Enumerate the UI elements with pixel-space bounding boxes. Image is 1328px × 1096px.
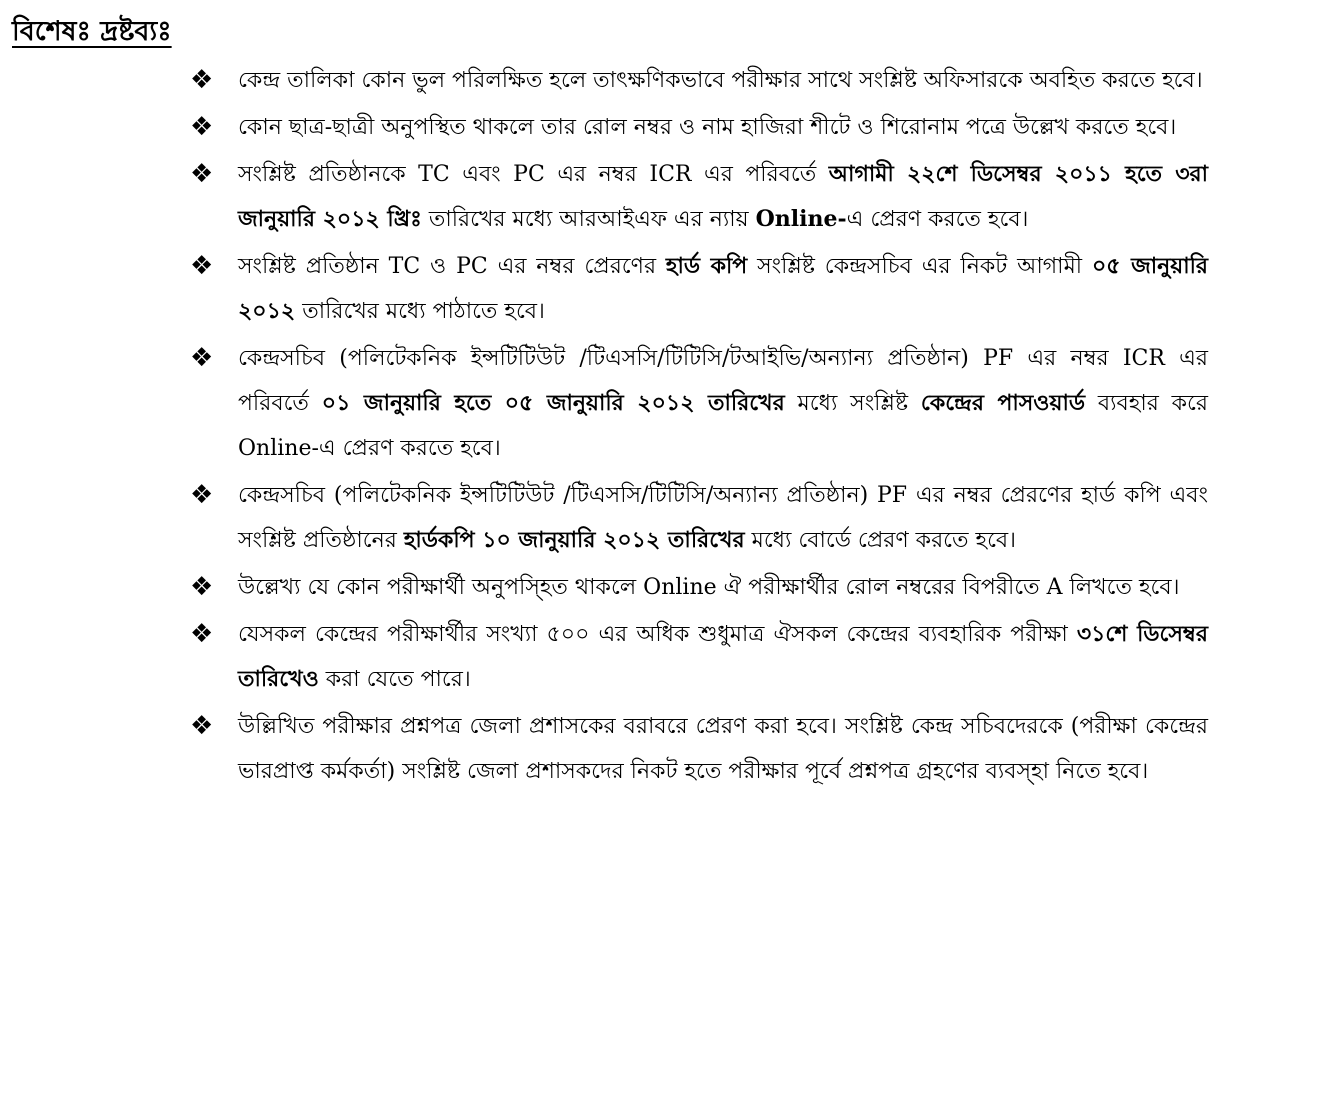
- four-diamond-bullet-icon: ❖: [190, 65, 214, 95]
- four-diamond-bullet-icon: ❖: [190, 159, 214, 189]
- note-item: [188, 105, 1208, 150]
- note-bold-text: ০১ জানুয়ারি হতে ০৫ জানুয়ারি ২০১২ তারিখের: [321, 390, 785, 416]
- note-text: এ প্রেরণ করতে হবে।: [846, 207, 1029, 232]
- note-item: [188, 704, 1208, 794]
- four-diamond-bullet-icon: ❖: [190, 711, 214, 741]
- note-bold-text: ৩১শে ডিসেম্বর তারিখেও: [238, 621, 1208, 692]
- note-text: কেন্দ্রসচিব (পলিটেকনিক ইন্সটিটিউট /টিএসসি/টিটিসি/টআইভি/অন্যান্য প্রতিষ্ঠান) PF এর নম্বর ICR এর পরিবর্তে: [238, 346, 1208, 416]
- note-item: [188, 336, 1208, 471]
- note-text: সংশ্লিষ্ট কেন্দ্রসচিব এর নিকট আগামী: [747, 254, 1092, 279]
- four-diamond-bullet-icon: ❖: [190, 112, 214, 142]
- note-item: [188, 612, 1208, 702]
- note-bold-text: কেন্দ্রের পাসওয়ার্ড: [920, 390, 1086, 416]
- note-text: উল্লেখ্য যে কোন পরীক্ষার্থী অনুপস্হিত থাকলে Online ঐ পরীক্ষার্থীর রোল নম্বরের বিপরীতে A লিখতে হবে।: [238, 575, 1180, 600]
- note-text: যেসকল কেন্দ্রের পরীক্ষার্থীর সংখ্যা ৫০০ এর অধিক শুধুমাত্র ঐসকল কেন্দ্রের ব্যবহারিক পরীক্ষা: [238, 622, 1077, 647]
- note-text: তারিখের মধ্যে আরআইএফ এর ন্যায়: [421, 207, 756, 232]
- note-text: মধ্যে বোর্ডে প্রেরণ করতে হবে।: [744, 528, 1017, 553]
- note-text: সংশ্লিষ্ট প্রতিষ্ঠান TC ও PC এর নম্বর প্রেরণের: [238, 254, 666, 279]
- note-bold-text: হার্ডকপি ১০ জানুয়ারি ২০১২ তারিখের: [403, 527, 745, 553]
- note-item: [188, 244, 1208, 334]
- note-item: [188, 565, 1208, 610]
- note-text: কোন ছাত্র-ছাত্রী অনুপস্থিত থাকলে তার রোল নম্বর ও নাম হাজিরা শীটে ও শিরোনাম পত্রে উল্লেখ করতে হবে।: [238, 115, 1177, 140]
- note-text: কেন্দ্রসচিব (পলিটেকনিক ইন্সটিটিউট /টিএসসি/টিটিসি/অন্যান্য প্রতিষ্ঠান) PF এর নম্বর প্রেরণের হার্ড কপি এবং সংশ্লিষ্ট প্রতিষ্ঠানের: [238, 483, 1208, 553]
- note-text: ব্যবহার করে Online-এ প্রেরণ করতে হবে।: [238, 391, 1208, 461]
- note-text: কেন্দ্র তালিকা কোন ভুল পরিলক্ষিত হলে তাৎক্ষণিকভাবে পরীক্ষার সাথে সংশ্লিষ্ট অফিসারকে অবহিত করতে হবে।: [238, 68, 1203, 93]
- four-diamond-bullet-icon: ❖: [190, 619, 214, 649]
- note-item: [188, 473, 1208, 563]
- note-bold-text: আগামী ২২শে ডিসেম্বর ২০১১ হতে ৩রা জানুয়ারি ২০১২ খ্রিঃ: [238, 161, 1209, 232]
- note-text: করা যেতে পারে।: [318, 667, 471, 692]
- note-text: সংশ্লিষ্ট প্রতিষ্ঠানকে TC এবং PC এর নম্বর ICR এর পরিবর্তে: [238, 162, 829, 187]
- note-item: [188, 58, 1208, 103]
- four-diamond-bullet-icon: ❖: [190, 572, 214, 602]
- note-bold-text: ০৫ জানুয়ারি ২০১২: [238, 253, 1208, 324]
- note-bold-text: হার্ড কপি: [665, 253, 748, 279]
- note-text: মধ্যে সংশ্লিষ্ট: [784, 391, 921, 416]
- page-heading: বিশেষঃ দ্রষ্টব্যঃ: [12, 16, 172, 47]
- note-bold-text: Online-: [755, 206, 847, 232]
- notes-list: [188, 58, 1208, 794]
- four-diamond-bullet-icon: ❖: [190, 480, 214, 510]
- four-diamond-bullet-icon: ❖: [190, 251, 214, 281]
- note-text: তারিখের মধ্যে পাঠাতে হবে।: [295, 299, 545, 324]
- note-text: উল্লিখিত পরীক্ষার প্রশ্নপত্র জেলা প্রশাসকের বরাবরে প্রেরণ করা হবে। সংশ্লিষ্ট কেন্দ্র সচিবদেরকে (পরীক্ষা কেন্দ্রের ভারপ্রাপ্ত কর্মকর্তা) সংশ্লিষ্ট জেলা প্রশাসকদের নিকট হতে পরীক্ষার পূর্বে প্রশ্নপত্র গ্রহণের ব্যবস্হা নিতে হবে।: [238, 714, 1208, 784]
- note-item: [188, 152, 1208, 242]
- four-diamond-bullet-icon: ❖: [190, 343, 214, 373]
